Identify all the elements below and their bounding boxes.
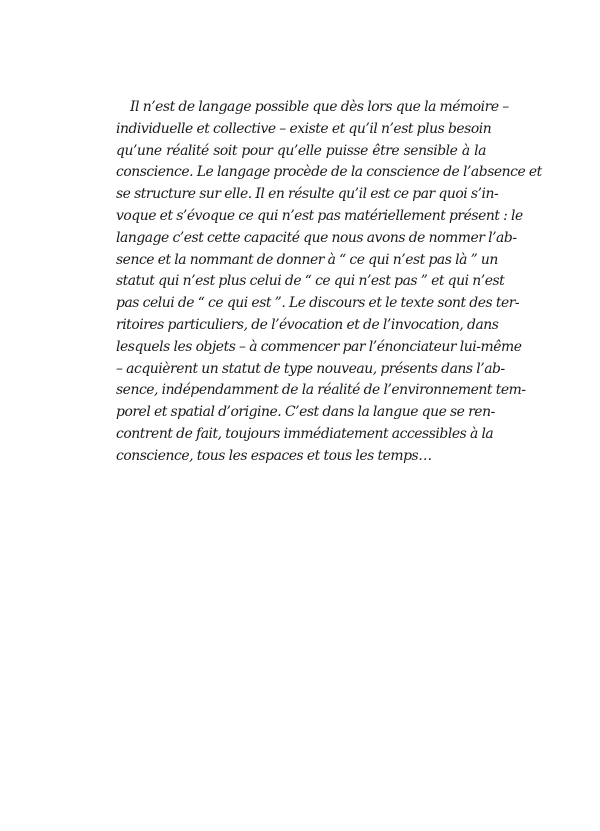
- paragraph-line: pas celui de “ ce qui est ”. Le discours et le texte sont des ter-: [116, 295, 520, 312]
- paragraph-line: – acquièrent un statut de type nouveau, présents dans l’ab-: [116, 360, 505, 377]
- paragraph-line: statut qui n’est plus celui de “ ce qui n’est pas ” et qui n’est: [116, 273, 505, 290]
- body-paragraph: [116, 97, 542, 468]
- paragraph-line: qu’une réalité soit pour qu’elle puisse être sensible à la: [116, 142, 486, 159]
- paragraph-line: voque et s’évoque ce qui n’est pas matériellement présent : le: [116, 207, 523, 224]
- paragraph-line: lesquels les objets – à commencer par l’énonciateur lui-même: [116, 338, 522, 355]
- paragraph-line: porel et spatial d’origine. C’est dans la langue que se ren-: [116, 404, 495, 421]
- paragraph-line: contrent de fait, toujours immédiatement accessibles à la: [116, 425, 494, 442]
- paragraph-line: langage c’est cette capacité que nous avons de nommer l’ab-: [116, 229, 517, 246]
- paragraph-line: sence et la nommant de donner à “ ce qui n’est pas là ” un: [116, 251, 498, 268]
- paragraph-line: se structure sur elle. Il en résulte qu’il est ce par quoi s’in-: [116, 186, 499, 203]
- paragraph-line: conscience. Le langage procède de la conscience de l’absence et: [116, 164, 542, 181]
- paragraph-line: ritoires particuliers, de l’évocation et de l’invocation, dans: [116, 316, 499, 333]
- paragraph-line: conscience, tous les espaces et tous les temps…: [116, 447, 432, 464]
- paragraph-line: individuelle et collective – existe et qu’il n’est plus besoin: [116, 120, 492, 137]
- paragraph-line: Il n’est de langage possible que dès lors que la mémoire –: [130, 99, 509, 115]
- paragraph-line: sence, indépendamment de la réalité de l’environnement tem-: [116, 382, 526, 399]
